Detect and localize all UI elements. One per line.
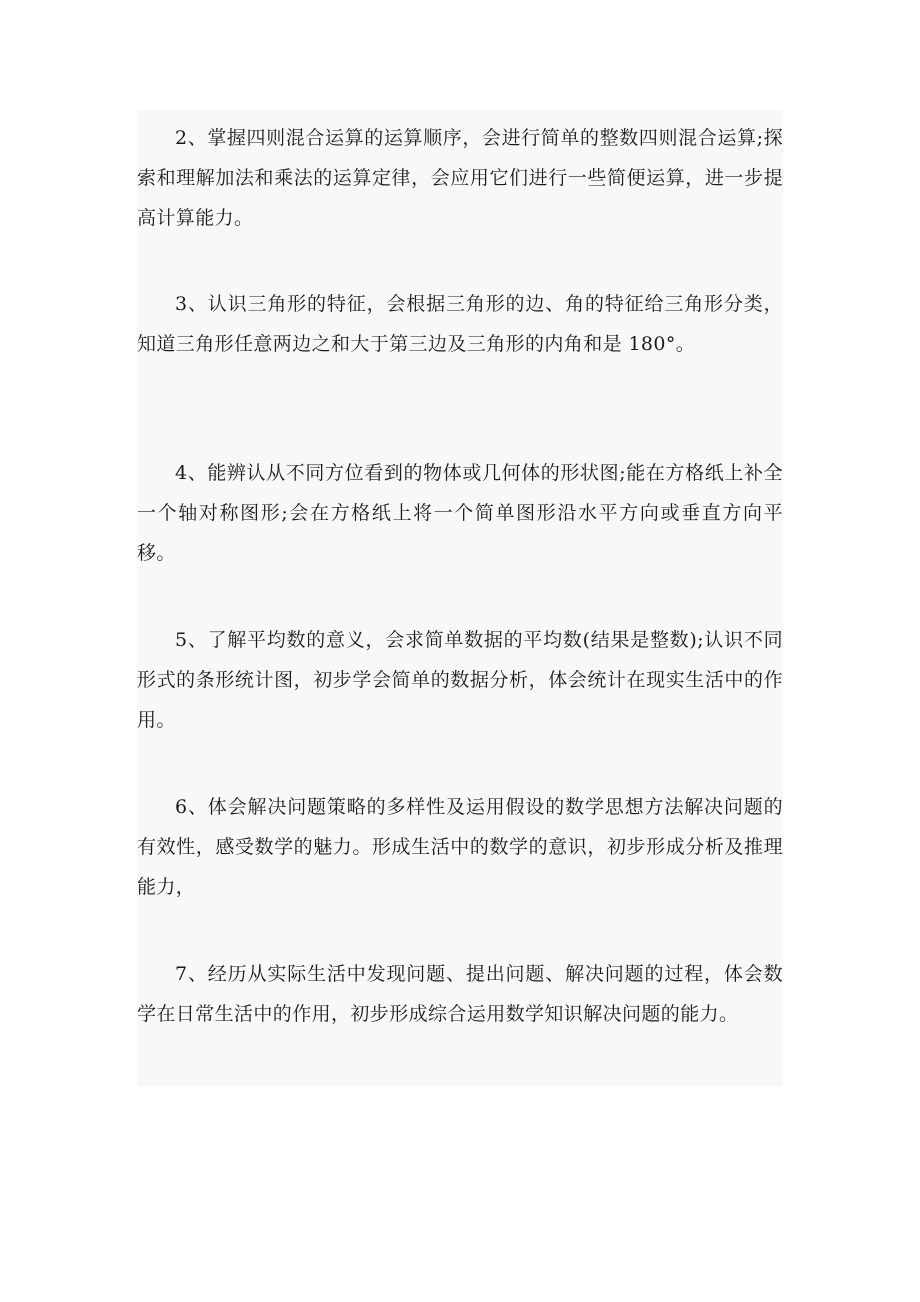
paragraph-item-7: 7、经历从实际生活中发现问题、提出问题、解决问题的过程，体会数学在日常生活中的作用，初步形成综合运用数学知识解决问题的能力。 [137,963,783,1025]
paragraph-item-3: 3、认识三角形的特征，会根据三角形的边、角的特征给三角形分类，知道三角形任意两边之和大于第三边及三角形的内角和是 180°。 [137,293,783,355]
paragraph-item-6: 6、体会解决问题策略的多样性及运用假设的数学思想方法解决问题的有效性，感受数学的魅力。形成生活中的数学的意识，初步形成分析及推理能力， [137,796,783,898]
paragraph-item-4: 4、能辨认从不同方位看到的物体或几何体的形状图;能在方格纸上补全一个轴对称图形;会在方格纸上将一个简单图形沿水平方向或垂直方向平移。 [137,462,783,564]
paragraph-item-5: 5、了解平均数的意义，会求简单数据的平均数(结果是整数);认识不同形式的条形统计图，初步学会简单的数据分析，体会统计在现实生活中的作用。 [137,629,783,731]
document-text-block [137,110,783,1086]
paragraph-item-2: 2、掌握四则混合运算的运算顺序，会进行简单的整数四则混合运算;探索和理解加法和乘法的运算定律，会应用它们进行一些简便运算，进一步提高计算能力。 [137,127,783,229]
